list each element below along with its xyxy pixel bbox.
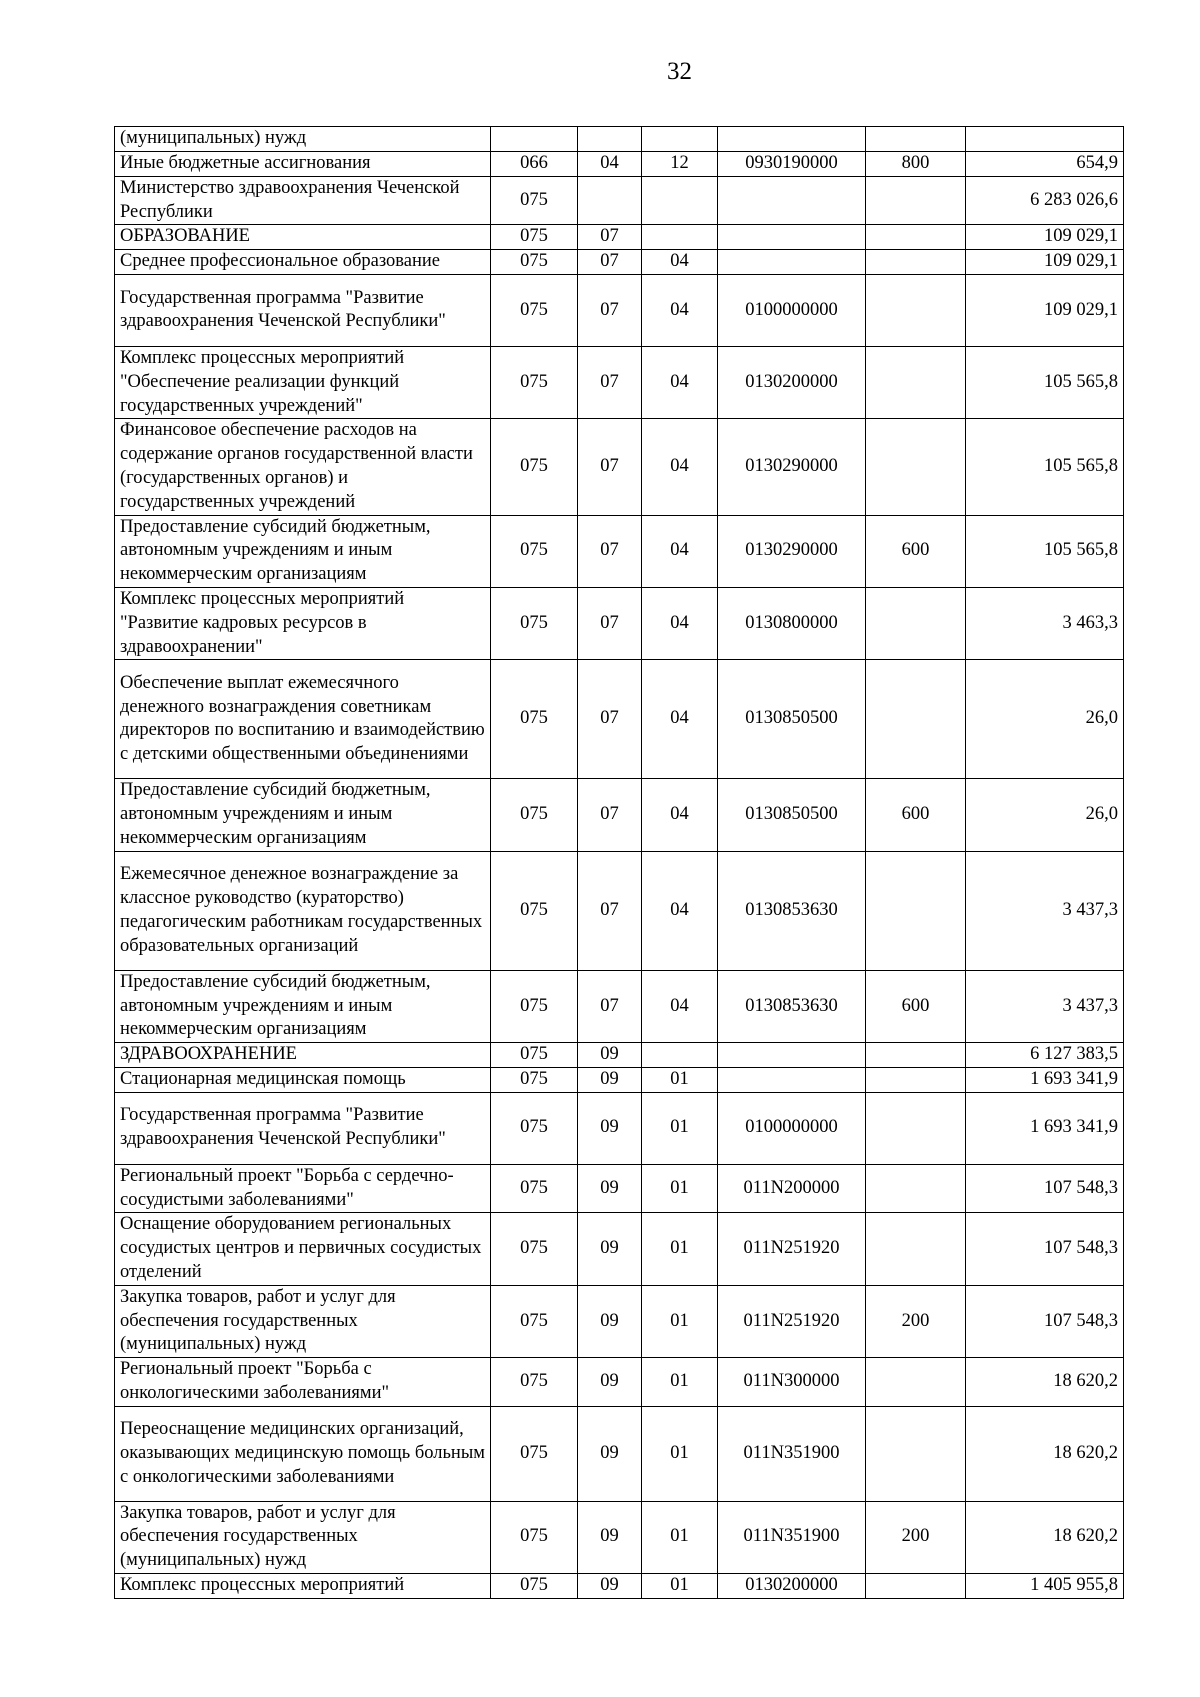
table-row: [115, 1358, 1124, 1407]
section-code: [578, 176, 642, 225]
subsection-code: 01: [642, 1406, 718, 1501]
amount: 18 620,2: [966, 1406, 1124, 1501]
subsection-code: 04: [642, 779, 718, 851]
row-name: Оснащение оборудованием региональных сосудистых центров и первичных сосудистых отделений: [115, 1213, 491, 1285]
amount: 26,0: [966, 779, 1124, 851]
ved-code: [491, 127, 578, 152]
section-code: 09: [578, 1406, 642, 1501]
amount: 107 548,3: [966, 1285, 1124, 1357]
table-row: [115, 1501, 1124, 1573]
section-code: 07: [578, 250, 642, 275]
ved-code: 075: [491, 970, 578, 1042]
ved-code: 075: [491, 1358, 578, 1407]
ved-code: 075: [491, 851, 578, 970]
table-row: [115, 587, 1124, 659]
amount: 109 029,1: [966, 250, 1124, 275]
amount: 109 029,1: [966, 225, 1124, 250]
target-article-code: [718, 1043, 866, 1068]
budget-table: [114, 126, 1124, 1599]
subsection-code: 01: [642, 1164, 718, 1213]
table-row: [115, 225, 1124, 250]
section-code: [578, 127, 642, 152]
target-article-code: 0130850500: [718, 660, 866, 779]
amount: 654,9: [966, 152, 1124, 177]
amount: 107 548,3: [966, 1164, 1124, 1213]
table-row: [115, 152, 1124, 177]
subsection-code: 01: [642, 1285, 718, 1357]
row-name: Иные бюджетные ассигнования: [115, 152, 491, 177]
row-name: Закупка товаров, работ и услуг для обеспечения государственных (муниципальных) нужд: [115, 1285, 491, 1357]
amount: 6 127 383,5: [966, 1043, 1124, 1068]
target-article-code: [718, 127, 866, 152]
target-article-code: 0130853630: [718, 970, 866, 1042]
amount: 18 620,2: [966, 1501, 1124, 1573]
section-code: 07: [578, 515, 642, 587]
table-row: [115, 419, 1124, 515]
ved-code: 075: [491, 1574, 578, 1599]
ved-code: 075: [491, 1067, 578, 1092]
amount: 6 283 026,6: [966, 176, 1124, 225]
subsection-code: 01: [642, 1358, 718, 1407]
expense-type-code: [866, 1164, 966, 1213]
amount: 3 437,3: [966, 851, 1124, 970]
expense-type-code: [866, 274, 966, 346]
table-row: [115, 515, 1124, 587]
row-name: Комплекс процессных мероприятий "Обеспечение реализации функций государственных учреждений": [115, 346, 491, 418]
table-row: [115, 970, 1124, 1042]
subsection-code: 01: [642, 1067, 718, 1092]
target-article-code: [718, 1067, 866, 1092]
row-name: ОБРАЗОВАНИЕ: [115, 225, 491, 250]
subsection-code: 01: [642, 1092, 718, 1164]
amount: 1 693 341,9: [966, 1092, 1124, 1164]
subsection-code: 01: [642, 1213, 718, 1285]
row-name: Комплекс процессных мероприятий "Развитие кадровых ресурсов в здравоохранении": [115, 587, 491, 659]
table-row: [115, 1406, 1124, 1501]
row-name: Предоставление субсидий бюджетным, автономным учреждениям и иным некоммерческим организациям: [115, 779, 491, 851]
row-name: ЗДРАВООХРАНЕНИЕ: [115, 1043, 491, 1068]
section-code: 09: [578, 1358, 642, 1407]
table-row: [115, 1067, 1124, 1092]
subsection-code: 04: [642, 346, 718, 418]
section-code: 09: [578, 1067, 642, 1092]
expense-type-code: [866, 660, 966, 779]
subsection-code: 04: [642, 419, 718, 515]
row-name: Переоснащение медицинских организаций, оказывающих медицинскую помощь больным с онкологическими заболеваниями: [115, 1406, 491, 1501]
ved-code: 075: [491, 1501, 578, 1573]
subsection-code: [642, 127, 718, 152]
table-row: [115, 176, 1124, 225]
row-name: Предоставление субсидий бюджетным, автономным учреждениям и иным некоммерческим организациям: [115, 515, 491, 587]
subsection-code: 01: [642, 1501, 718, 1573]
table-row: [115, 1213, 1124, 1285]
ved-code: 075: [491, 346, 578, 418]
section-code: 07: [578, 970, 642, 1042]
section-code: 07: [578, 346, 642, 418]
section-code: 07: [578, 660, 642, 779]
table-row: [115, 779, 1124, 851]
expense-type-code: [866, 176, 966, 225]
target-article-code: [718, 225, 866, 250]
table-row: [115, 274, 1124, 346]
section-code: 09: [578, 1164, 642, 1213]
subsection-code: 04: [642, 970, 718, 1042]
ved-code: 075: [491, 1285, 578, 1357]
section-code: 04: [578, 152, 642, 177]
target-article-code: 0100000000: [718, 274, 866, 346]
expense-type-code: [866, 127, 966, 152]
expense-type-code: [866, 1043, 966, 1068]
section-code: 07: [578, 587, 642, 659]
expense-type-code: [866, 1406, 966, 1501]
row-name: Государственная программа "Развитие здравоохранения Чеченской Республики": [115, 274, 491, 346]
table-row: [115, 1092, 1124, 1164]
expense-type-code: [866, 587, 966, 659]
expense-type-code: [866, 1092, 966, 1164]
target-article-code: 011N251920: [718, 1213, 866, 1285]
ved-code: 075: [491, 1406, 578, 1501]
table-row: [115, 1574, 1124, 1599]
target-article-code: 0130200000: [718, 1574, 866, 1599]
ved-code: 075: [491, 1092, 578, 1164]
subsection-code: [642, 1043, 718, 1068]
target-article-code: 0130850500: [718, 779, 866, 851]
table-row: [115, 851, 1124, 970]
row-name: Финансовое обеспечение расходов на содержание органов государственной власти (государственных органов) и государственных учреждений: [115, 419, 491, 515]
target-article-code: [718, 176, 866, 225]
target-article-code: 0130200000: [718, 346, 866, 418]
table-row: [115, 346, 1124, 418]
expense-type-code: [866, 851, 966, 970]
expense-type-code: [866, 225, 966, 250]
expense-type-code: 800: [866, 152, 966, 177]
amount: 3 437,3: [966, 970, 1124, 1042]
expense-type-code: [866, 1358, 966, 1407]
expense-type-code: [866, 250, 966, 275]
ved-code: 075: [491, 274, 578, 346]
amount: 109 029,1: [966, 274, 1124, 346]
table-row: [115, 1043, 1124, 1068]
row-name: Стационарная медицинская помощь: [115, 1067, 491, 1092]
target-article-code: 0130290000: [718, 419, 866, 515]
amount: 26,0: [966, 660, 1124, 779]
ved-code: 075: [491, 1164, 578, 1213]
table-row: [115, 250, 1124, 275]
amount: 105 565,8: [966, 515, 1124, 587]
amount: 105 565,8: [966, 419, 1124, 515]
target-article-code: 0100000000: [718, 1092, 866, 1164]
subsection-code: [642, 176, 718, 225]
section-code: 07: [578, 274, 642, 346]
target-article-code: 0130800000: [718, 587, 866, 659]
expense-type-code: [866, 1213, 966, 1285]
subsection-code: 12: [642, 152, 718, 177]
row-name: Региональный проект "Борьба с онкологическими заболеваниями": [115, 1358, 491, 1407]
section-code: 09: [578, 1574, 642, 1599]
ved-code: 075: [491, 225, 578, 250]
target-article-code: 0930190000: [718, 152, 866, 177]
amount: 3 463,3: [966, 587, 1124, 659]
target-article-code: 011N200000: [718, 1164, 866, 1213]
table-row: [115, 127, 1124, 152]
target-article-code: 011N300000: [718, 1358, 866, 1407]
ved-code: 066: [491, 152, 578, 177]
expense-type-code: [866, 1067, 966, 1092]
section-code: 09: [578, 1092, 642, 1164]
subsection-code: 04: [642, 250, 718, 275]
row-name: Предоставление субсидий бюджетным, автономным учреждениям и иным некоммерческим организациям: [115, 970, 491, 1042]
expense-type-code: 600: [866, 515, 966, 587]
ved-code: 075: [491, 660, 578, 779]
target-article-code: [718, 250, 866, 275]
section-code: 07: [578, 851, 642, 970]
subsection-code: [642, 225, 718, 250]
subsection-code: 04: [642, 515, 718, 587]
target-article-code: 011N351900: [718, 1406, 866, 1501]
section-code: 09: [578, 1043, 642, 1068]
expense-type-code: 600: [866, 970, 966, 1042]
row-name: Закупка товаров, работ и услуг для обеспечения государственных (муниципальных) нужд: [115, 1501, 491, 1573]
expense-type-code: [866, 419, 966, 515]
amount: 1 405 955,8: [966, 1574, 1124, 1599]
amount: 105 565,8: [966, 346, 1124, 418]
ved-code: 075: [491, 1213, 578, 1285]
ved-code: 075: [491, 419, 578, 515]
subsection-code: 04: [642, 274, 718, 346]
row-name: Региональный проект "Борьба с сердечно-сосудистыми заболеваниями": [115, 1164, 491, 1213]
amount: [966, 127, 1124, 152]
ved-code: 075: [491, 587, 578, 659]
expense-type-code: [866, 346, 966, 418]
section-code: 09: [578, 1501, 642, 1573]
target-article-code: 011N251920: [718, 1285, 866, 1357]
subsection-code: 04: [642, 851, 718, 970]
section-code: 07: [578, 779, 642, 851]
ved-code: 075: [491, 1043, 578, 1068]
expense-type-code: 600: [866, 779, 966, 851]
ved-code: 075: [491, 176, 578, 225]
amount: 107 548,3: [966, 1213, 1124, 1285]
table-row: [115, 1164, 1124, 1213]
subsection-code: 04: [642, 660, 718, 779]
table-row: [115, 1285, 1124, 1357]
ved-code: 075: [491, 515, 578, 587]
amount: 1 693 341,9: [966, 1067, 1124, 1092]
section-code: 09: [578, 1213, 642, 1285]
table-row: [115, 660, 1124, 779]
expense-type-code: 200: [866, 1285, 966, 1357]
expense-type-code: [866, 1574, 966, 1599]
row-name: Министерство здравоохранения Чеченской Республики: [115, 176, 491, 225]
expense-type-code: 200: [866, 1501, 966, 1573]
subsection-code: 04: [642, 587, 718, 659]
row-name: Обеспечение выплат ежемесячного денежного вознаграждения советникам директоров по воспитанию и взаимодействию с детскими общественными объединениями: [115, 660, 491, 779]
row-name: Ежемесячное денежное вознаграждение за классное руководство (кураторство) педагогическим работникам государственных образовательных организаций: [115, 851, 491, 970]
target-article-code: 0130853630: [718, 851, 866, 970]
table-body: [115, 127, 1124, 1599]
subsection-code: 01: [642, 1574, 718, 1599]
amount: 18 620,2: [966, 1358, 1124, 1407]
section-code: 07: [578, 225, 642, 250]
row-name: (муниципальных) нужд: [115, 127, 491, 152]
ved-code: 075: [491, 250, 578, 275]
target-article-code: 0130290000: [718, 515, 866, 587]
section-code: 09: [578, 1285, 642, 1357]
ved-code: 075: [491, 779, 578, 851]
row-name: Среднее профессиональное образование: [115, 250, 491, 275]
row-name: Комплекс процессных мероприятий: [115, 1574, 491, 1599]
target-article-code: 011N351900: [718, 1501, 866, 1573]
section-code: 07: [578, 419, 642, 515]
row-name: Государственная программа "Развитие здравоохранения Чеченской Республики": [115, 1092, 491, 1164]
